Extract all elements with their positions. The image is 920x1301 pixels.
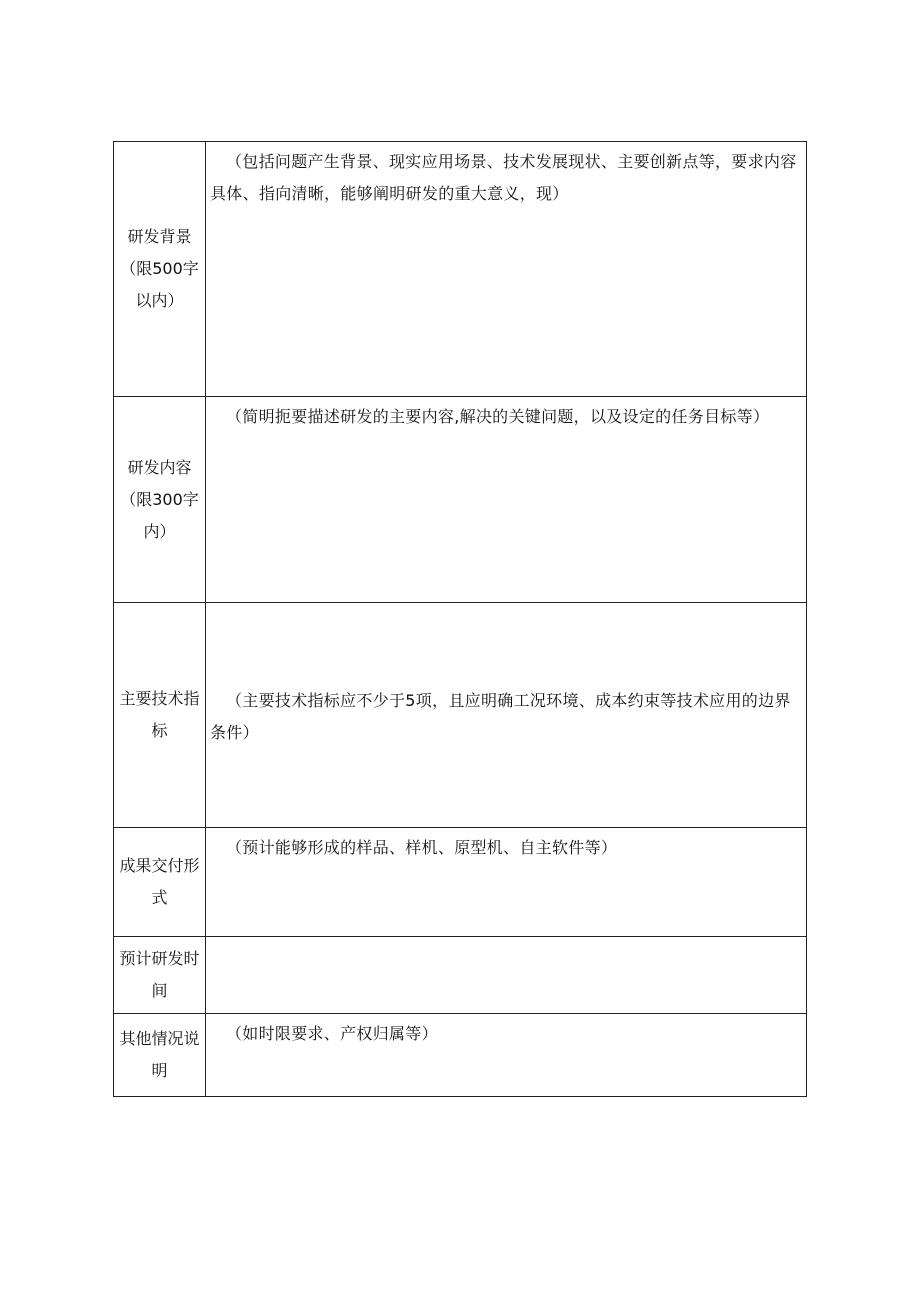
application-form-table [113,141,807,1097]
row-content-cell[interactable] [206,142,807,397]
row-label: 研发内容（限300字内） [120,457,199,541]
row-content: （如时限要求、产权归属等） [226,1024,438,1043]
form-row-background [114,142,807,397]
row-content: （简明扼要描述研发的主要内容,解决的关键问题，以及设定的任务目标等） [226,407,770,426]
row-content-cell[interactable] [206,937,807,1014]
row-label: 研发背景（限500字以内） [120,227,199,310]
row-content-cell[interactable] [206,603,807,828]
row-label-cell [114,142,206,397]
row-content-cell[interactable] [206,397,807,603]
row-label-cell [114,397,206,603]
form-row-content [114,397,807,603]
row-label: 预计研发时间 [119,949,200,1000]
row-label: 其他情况说明 [119,1029,200,1080]
row-label-cell [114,603,206,828]
form-row-deliverables [114,828,807,937]
form-row-schedule [114,937,807,1014]
row-label-cell [114,937,206,1014]
row-content: （主要技术指标应不少于5项，且应明确工况环境、成本约束等技术应用的边界条件） [210,691,791,742]
row-label-cell [114,1014,206,1097]
form-row-other-notes [114,1014,807,1097]
row-label: 成果交付形式 [119,856,200,907]
row-content-cell[interactable] [206,828,807,937]
row-label: 主要技术指标 [119,689,200,740]
row-content: （包括问题产生背景、现实应用场景、技术发展现状、主要创新点等，要求内容具体、指向清晰，能够阐明研发的重大意义，现） [210,152,797,203]
form-row-tech-indicators [114,603,807,828]
row-content: （预计能够形成的样品、样机、原型机、自主软件等） [226,838,618,857]
row-label-cell [114,828,206,937]
row-content-cell[interactable] [206,1014,807,1097]
